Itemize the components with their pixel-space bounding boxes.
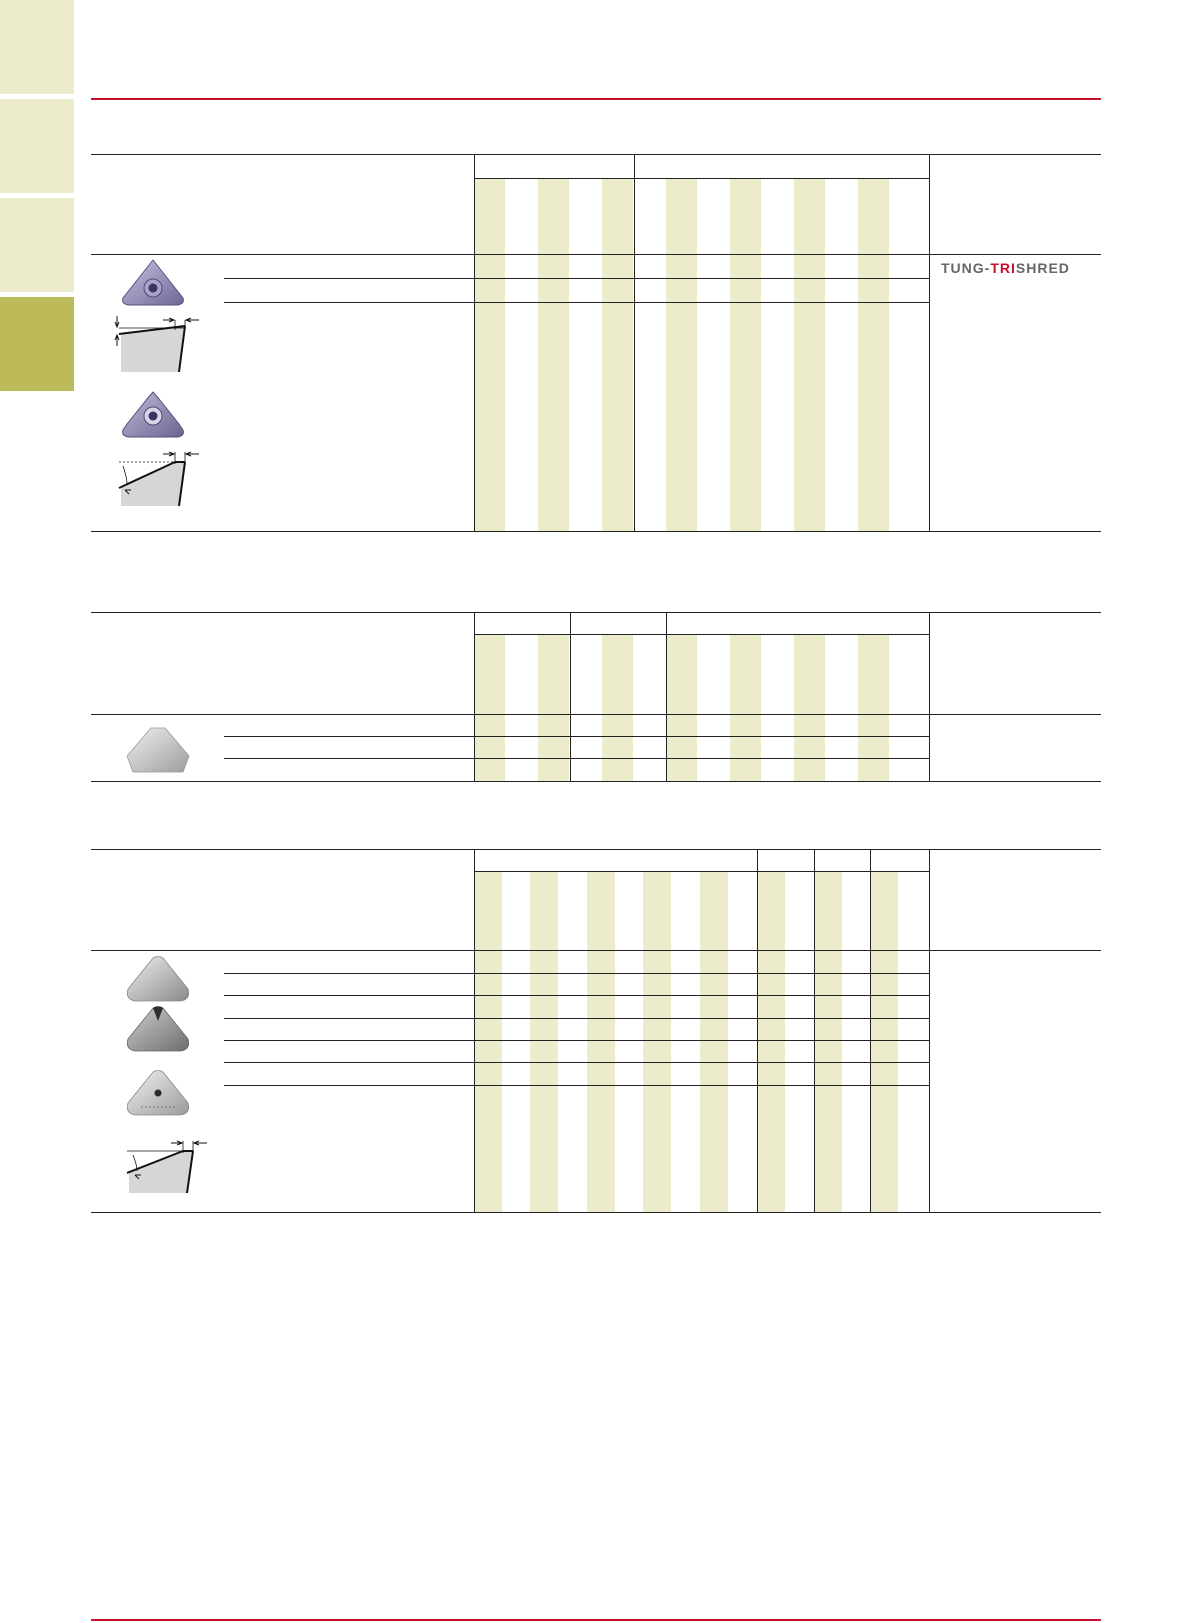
- side-tab-4-active[interactable]: [0, 297, 74, 391]
- side-tab-3[interactable]: [0, 198, 74, 292]
- insert-table-3: [91, 849, 1101, 1213]
- cutting-angle-diagram-3: [121, 1131, 213, 1195]
- footer-rule: [91, 1619, 1101, 1621]
- logo-part-1: TUNG-: [941, 260, 991, 276]
- triangular-insert-serrated-image: [119, 390, 187, 440]
- triangular-insert-dark-image: [125, 1005, 191, 1053]
- logo-part-3: SHRED: [1015, 260, 1070, 276]
- cutting-angle-diagram-2: [113, 444, 205, 508]
- triangular-insert-chipbreaker-image: [119, 258, 187, 308]
- side-tab-2[interactable]: [0, 99, 74, 193]
- insert-table-2: [91, 612, 1101, 782]
- header-rule: [91, 98, 1101, 100]
- triangular-insert-polished-image: [125, 955, 191, 1003]
- logo-part-2: TRI: [990, 260, 1016, 276]
- side-tab-1[interactable]: [0, 0, 74, 94]
- flat-triangular-insert-image: [125, 726, 191, 774]
- triangular-insert-hole-image: [125, 1069, 191, 1117]
- cutting-angle-diagram: [113, 312, 205, 374]
- insert-table-1: [91, 154, 1101, 532]
- tung-trishred-logo: [941, 260, 1070, 276]
